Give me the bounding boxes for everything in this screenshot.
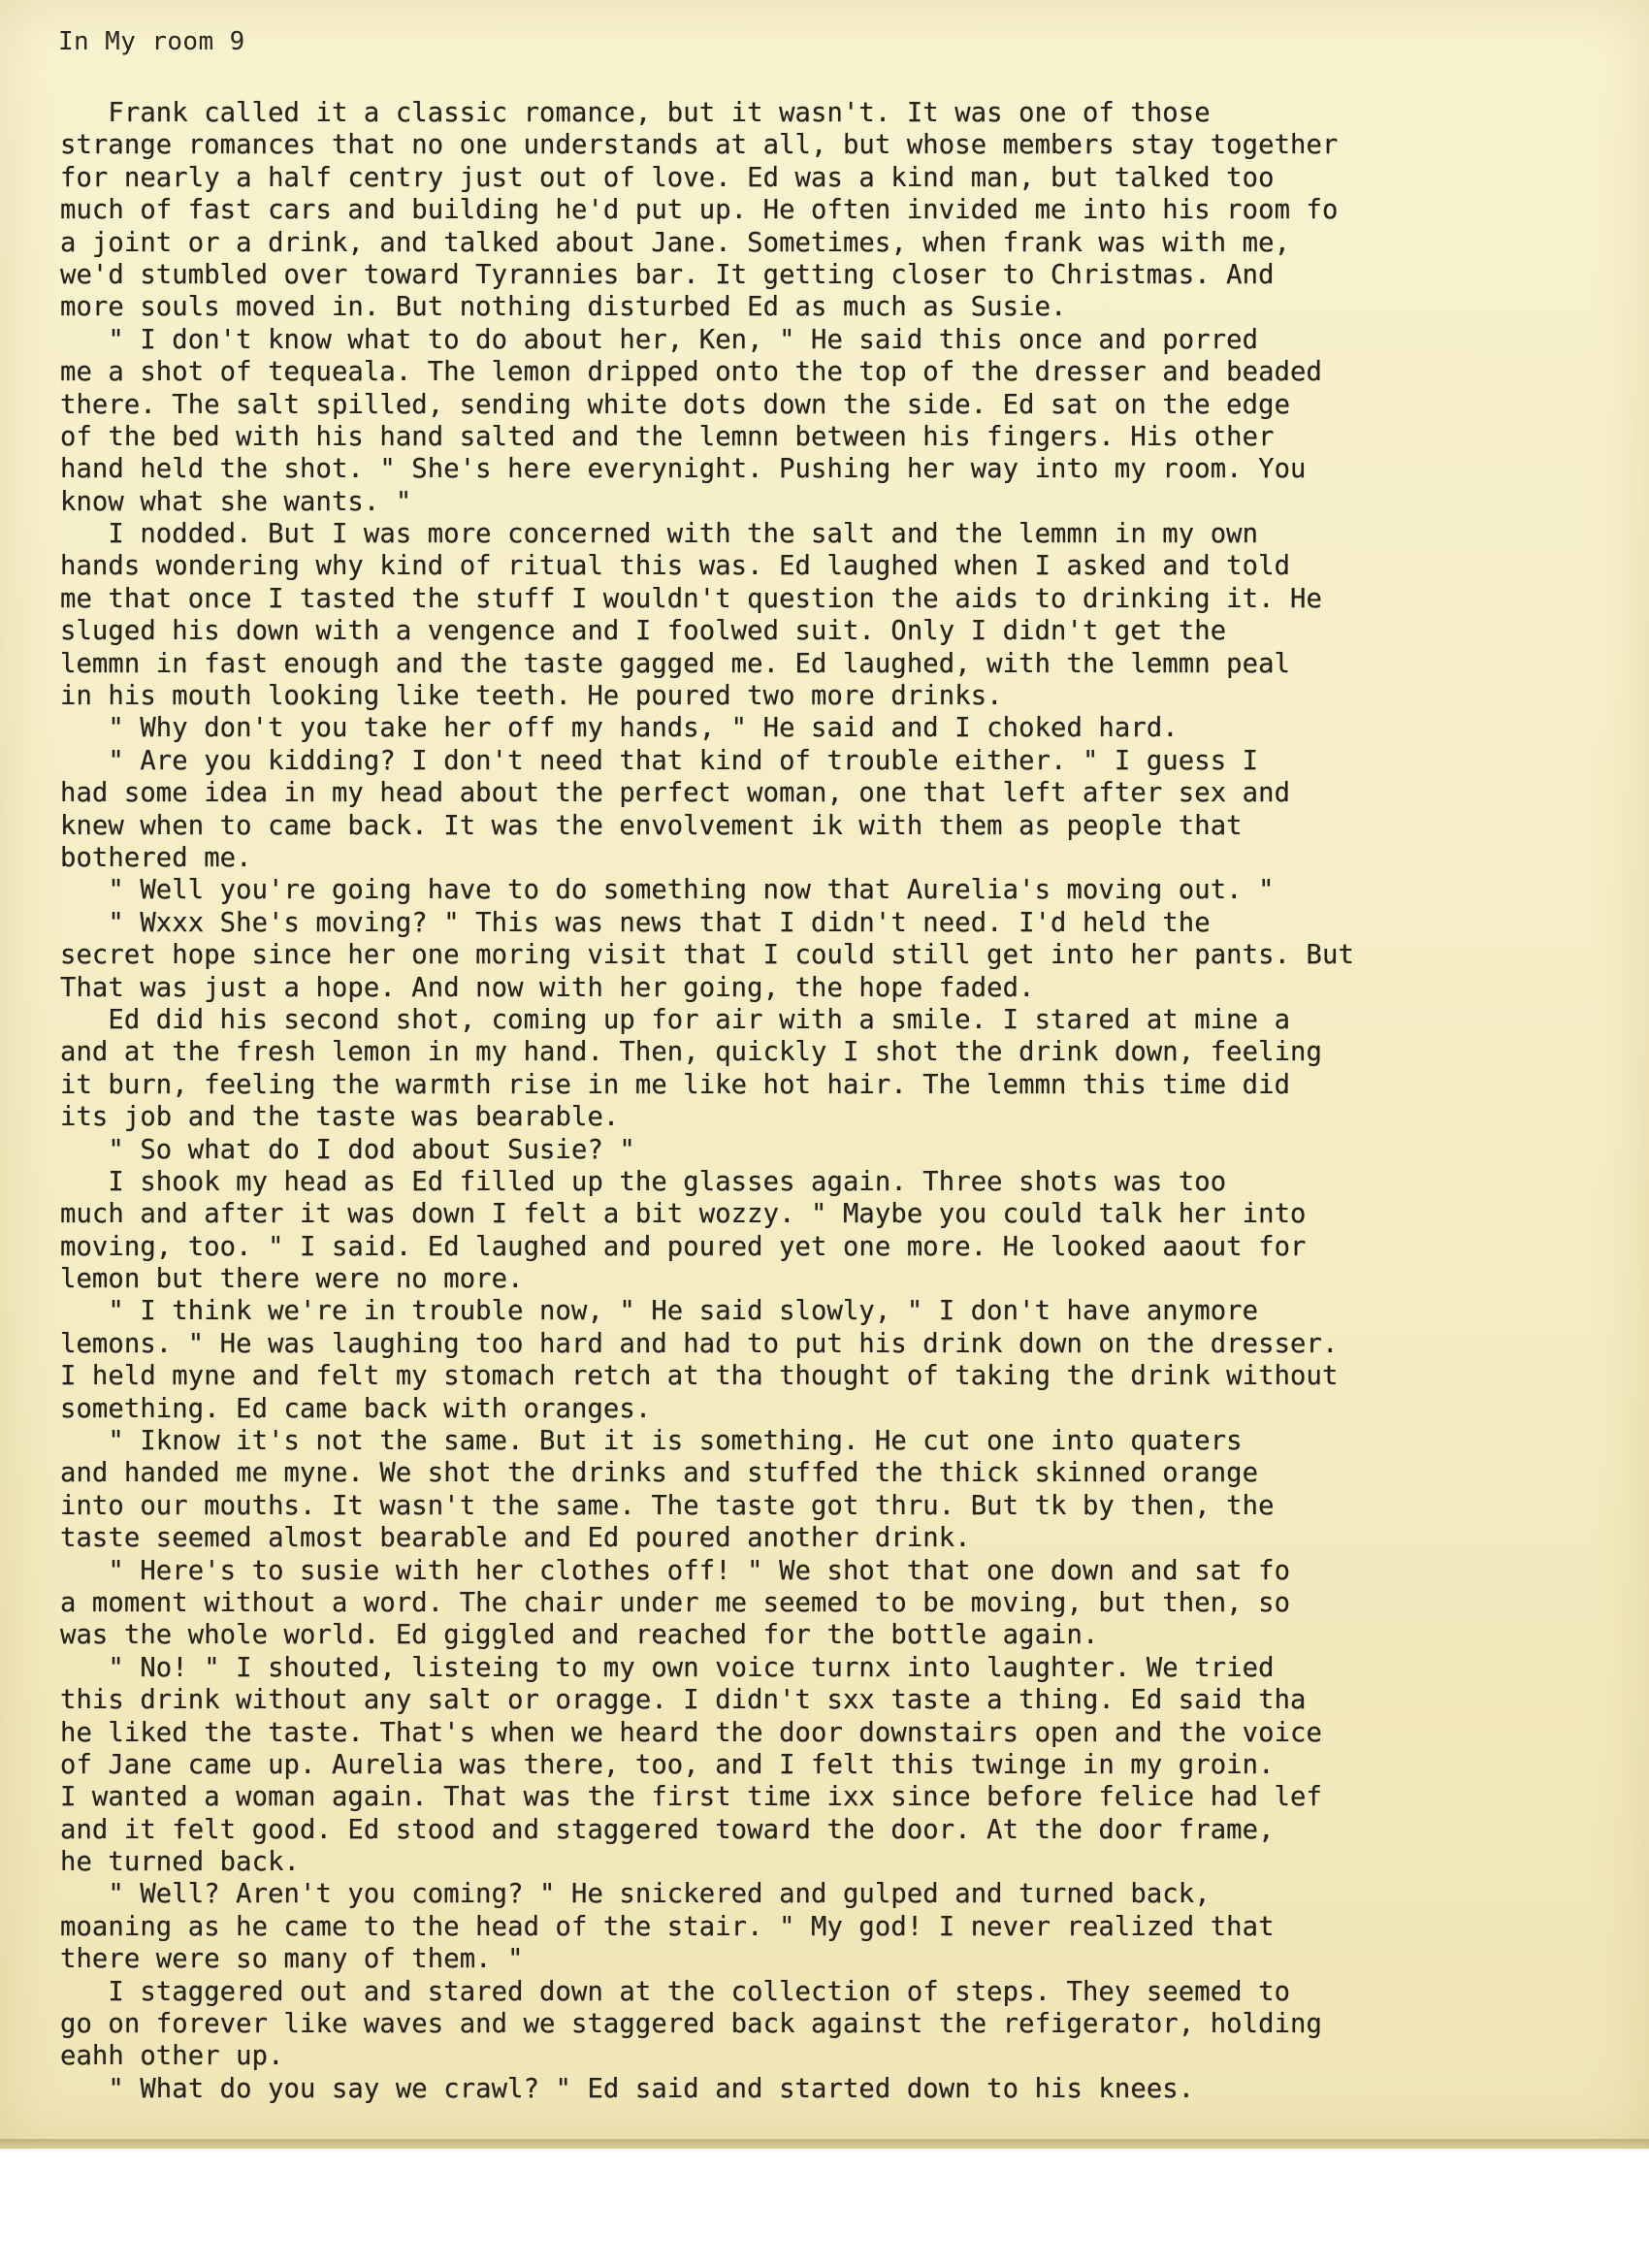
text-line: " Iknow it's not the same. But it is something. He cut one into quaters — [60, 1426, 1243, 1457]
text-line: Ed did his second shot, coming up for air with a smile. I stared at mine a — [60, 1004, 1291, 1035]
text-line: hands wondering why kind of ritual this was. Ed laughed when I asked and told — [60, 551, 1291, 582]
text-line: " Are you kidding? I don't need that kind of trouble either. " I guess I — [60, 745, 1259, 776]
text-line: Frank called it a classic romance, but it wasn't. It was one of those — [60, 98, 1211, 128]
text-line: its job and the taste was bearable. — [60, 1102, 620, 1133]
text-line: hand held the shot. " She's here everynight. Pushing her way into my room. You — [60, 454, 1307, 485]
text-line: " I think we're in trouble now, " He said slowly, " I don't have anymore — [60, 1296, 1259, 1327]
text-line: moaning as he came to the head of the stair. " My god! I never realized that — [60, 1911, 1275, 1942]
text-line: of the bed with his hand salted and the lemnn between his fingers. His other — [60, 421, 1275, 452]
text-line: me that once I tasted the stuff I wouldn't question the aids to drinking it. He — [60, 583, 1322, 614]
text-line: and it felt good. Ed stood and staggered toward the door. At the door frame, — [60, 1814, 1275, 1845]
text-line: sluged his down with a vengence and I foolwed suit. Only I didn't get the — [60, 616, 1227, 647]
text-line: lemon but there were no more. — [60, 1264, 524, 1295]
text-line: " I don't know what to do about her, Ken, " He said this once and porred — [60, 324, 1259, 355]
text-line: eahh other up. — [60, 2041, 284, 2072]
text-line: taste seemed almost bearable and Ed poured another drink. — [60, 1523, 971, 1554]
text-line: I shook my head as Ed filled up the glasses again. Three shots was too — [60, 1166, 1227, 1197]
text-line: in his mouth looking like teeth. He poured two more drinks. — [60, 681, 1003, 712]
text-line: more souls moved in. But nothing disturbed Ed as much as Susie. — [60, 292, 1067, 323]
text-line: for nearly a half centry just out of love. Ed was a kind man, but talked too — [60, 162, 1275, 193]
text-line: " Well? Aren't you coming? " He snickered and gulped and turned back, — [60, 1879, 1211, 1910]
text-line: go on forever like waves and we staggered back against the refigerator, holding — [60, 2009, 1322, 2040]
text-line: it burn, feeling the warmth rise in me like hot hair. The lemmn this time did — [60, 1069, 1291, 1100]
text-line: bothered me. — [60, 842, 252, 873]
text-line: " Wxxx She's moving? " This was news that I didn't need. I'd held the — [60, 907, 1211, 938]
text-line: moving, too. " I said. Ed laughed and poured yet one more. He looked aaout for — [60, 1231, 1307, 1262]
text-line: of Jane came up. Aurelia was there, too, and I felt this twinge in my groin. — [60, 1749, 1275, 1780]
text-line: there. The salt spilled, sending white dots down the side. Ed sat on the edge — [60, 389, 1291, 420]
text-line: know what she wants. " — [60, 486, 412, 517]
text-line: and handed me myne. We shot the drinks and stuffed the thick skinned orange — [60, 1458, 1259, 1489]
text-line: had some idea in my head about the perfect woman, one that left after sex and — [60, 778, 1291, 809]
text-line: That was just a hope. And now with her going, the hope faded. — [60, 972, 1035, 1003]
text-line: I wanted a woman again. That was the first time ixx since before felice had lef — [60, 1782, 1322, 1813]
text-line: " Well you're going have to do something now that Aurelia's moving out. " — [60, 875, 1275, 906]
text-line: strange romances that no one understands at all, but whose members stay together — [60, 130, 1339, 161]
text-line: there were so many of them. " — [60, 1944, 524, 1975]
text-line: " What do you say we crawl? " Ed said and started down to his knees. — [60, 2073, 1195, 2104]
text-line: he turned back. — [60, 1847, 301, 1878]
text-line: " No! " I shouted, listeing to my own voice turnx into laughter. We tried — [60, 1652, 1275, 1683]
text-line: lemmn in fast enough and the taste gagged me. Ed laughed, with the lemmn peal — [60, 648, 1291, 679]
page-header: In My room 9 — [58, 27, 245, 56]
text-line: something. Ed came back with oranges. — [60, 1393, 652, 1424]
text-line: " So what do I dod about Susie? " — [60, 1134, 635, 1165]
text-line: me a shot of tequeala. The lemon dripped onto the top of the dresser and beaded — [60, 357, 1322, 388]
text-line: we'd stumbled over toward Tyrannies bar. It getting closer to Christmas. And — [60, 259, 1275, 290]
text-line: he liked the taste. That's when we heard the door downstairs open and the voice — [60, 1717, 1322, 1748]
text-line: secret hope since her one moring visit that I could still get into her pants. But — [60, 940, 1354, 971]
text-line: this drink without any salt or oragge. I didn't sxx taste a thing. Ed said tha — [60, 1685, 1307, 1716]
text-line: " Why don't you take her off my hands, " He said and I choked hard. — [60, 713, 1179, 744]
text-line: I nodded. But I was more concerned with the salt and the lemmn in my own — [60, 519, 1259, 550]
text-line: I held myne and felt my stomach retch at tha thought of taking the drink without — [60, 1361, 1339, 1392]
text-line: " Here's to susie with her clothes off! " We shot that one down and sat fo — [60, 1555, 1291, 1586]
text-line: much of fast cars and building he'd put up. He often invided me into his room fo — [60, 195, 1339, 226]
text-line: knew when to came back. It was the envolvement ik with them as people that — [60, 810, 1243, 841]
text-line: I staggered out and stared down at the collection of steps. They seemed to — [60, 1976, 1291, 2007]
text-line: a joint or a drink, and talked about Jane. Sometimes, when frank was with me, — [60, 227, 1291, 258]
page-edge-shadow — [0, 2139, 1649, 2153]
text-line: was the whole world. Ed giggled and reached for the bottle again. — [60, 1620, 1099, 1651]
text-line: much and after it was down I felt a bit wozzy. " Maybe you could talk her into — [60, 1199, 1307, 1230]
manuscript-body — [60, 97, 1641, 2105]
text-line: lemons. " He was laughing too hard and had to put his drink down on the dresser. — [60, 1328, 1339, 1359]
text-line: and at the fresh lemon in my hand. Then, quickly I shot the drink down, feeling — [60, 1037, 1322, 1068]
text-line: into our mouths. It wasn't the same. The taste got thru. But tk by then, the — [60, 1490, 1275, 1521]
text-line: a moment without a word. The chair under me seemed to be moving, but then, so — [60, 1587, 1291, 1618]
